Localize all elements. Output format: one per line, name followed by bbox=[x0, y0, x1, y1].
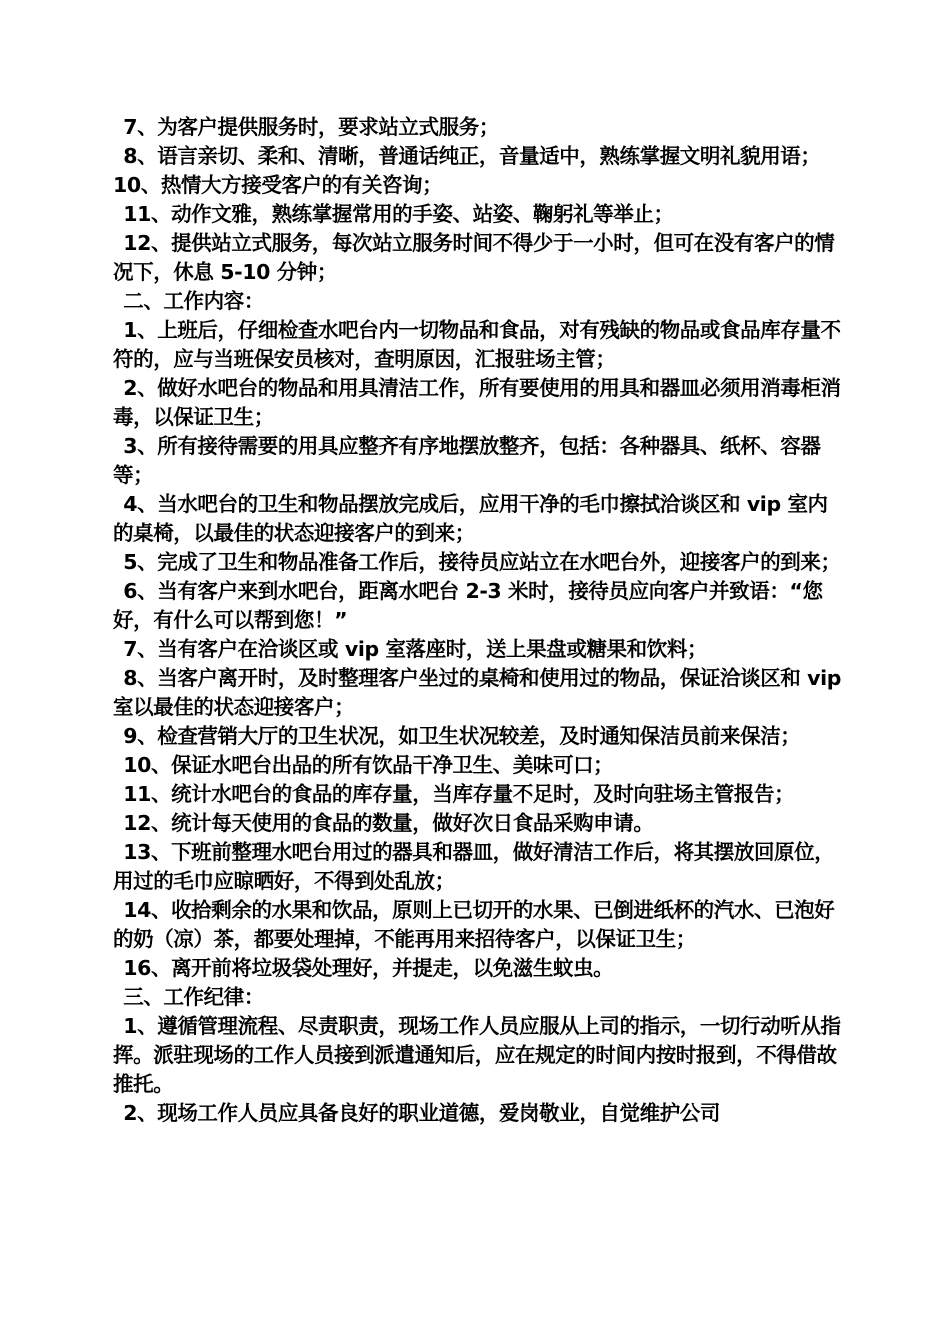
paragraph: 14、收拾剩余的水果和饮品，原则上已切开的水果、已倒进纸杯的汽水、已泡好的奶（凉）茶，都要处理掉，不能再用来招待客户，以保证卫生； bbox=[113, 898, 835, 951]
paragraph: 11、动作文雅，熟练掌握常用的手姿、站姿、鞠躬礼等举止； bbox=[123, 202, 674, 226]
paragraph: 7、为客户提供服务时，要求站立式服务； bbox=[123, 115, 499, 139]
paragraph: 1、遵循管理流程、尽责职责，现场工作人员应服从上司的指示，一切行动听从指挥。派驻现场的工作人员接到派遣通知后，应在规定的时间内按时报到，不得借故推托。 bbox=[113, 1014, 841, 1096]
paragraph: 16、离开前将垃圾袋处理好，并提走，以免滋生蚊虫。 bbox=[123, 956, 614, 980]
paragraph: 1、上班后，仔细检查水吧台内一切物品和食品，对有残缺的物品或食品库存量不符的，应与当班保安员核对，查明原因，汇报驻场主管； bbox=[113, 318, 841, 371]
paragraph: 10、保证水吧台出品的所有饮品干净卫生、美味可口； bbox=[123, 753, 614, 777]
paragraph: 4、当水吧台的卫生和物品摆放完成后，应用干净的毛巾擦拭洽谈区和 vip 室内的桌椅，以最佳的状态迎接客户的到来； bbox=[113, 492, 828, 545]
paragraph: 7、当有客户在洽谈区或 vip 室落座时，送上果盘或糖果和饮料； bbox=[123, 637, 708, 661]
paragraph: 12、提供站立式服务，每次站立服务时间不得少于一小时，但可在没有客户的情况下，休息 5-10 分钟； bbox=[113, 231, 835, 284]
paragraph: 11、统计水吧台的食品的库存量，当库存量不足时，及时向驻场主管报告； bbox=[123, 782, 795, 806]
paragraph: 10、热情大方接受客户的有关咨询； bbox=[113, 173, 443, 197]
paragraph: 12、统计每天使用的食品的数量，做好次日食品采购申请。 bbox=[123, 811, 654, 835]
paragraph: 2、做好水吧台的物品和用具清洁工作，所有要使用的用具和器皿必须用消毒柜消毒，以保证卫生； bbox=[113, 376, 841, 429]
paragraph: 8、语言亲切、柔和、清晰，普通话纯正，音量适中，熟练掌握文明礼貌用语； bbox=[123, 144, 821, 168]
section-heading: 二、工作内容： bbox=[123, 289, 264, 313]
paragraph: 2、现场工作人员应具备良好的职业道德，爱岗敬业，自觉维护公司 bbox=[123, 1101, 721, 1125]
document-page bbox=[113, 113, 843, 1128]
paragraph: 8、当客户离开时，及时整理客户坐过的桌椅和使用过的物品，保证洽谈区和 vip 室以最佳的状态迎接客户； bbox=[113, 666, 842, 719]
paragraph: 3、所有接待需要的用具应整齐有序地摆放整齐，包括：各种器具、纸杯、容器等； bbox=[113, 434, 821, 487]
paragraph: 6、当有客户来到水吧台，距离水吧台 2-3 米时，接待员应向客户并致语：“您好，有什么可以帮到您！” bbox=[113, 579, 823, 632]
paragraph: 13、下班前整理水吧台用过的器具和器皿，做好清洁工作后，将其摆放回原位，用过的毛巾应晾晒好，不得到处乱放； bbox=[113, 840, 835, 893]
paragraph: 5、完成了卫生和物品准备工作后，接待员应站立在水吧台外，迎接客户的到来； bbox=[123, 550, 841, 574]
section-heading: 三、工作纪律： bbox=[123, 985, 264, 1009]
paragraph: 9、检查营销大厅的卫生状况，如卫生状况较差，及时通知保洁员前来保洁； bbox=[123, 724, 801, 748]
